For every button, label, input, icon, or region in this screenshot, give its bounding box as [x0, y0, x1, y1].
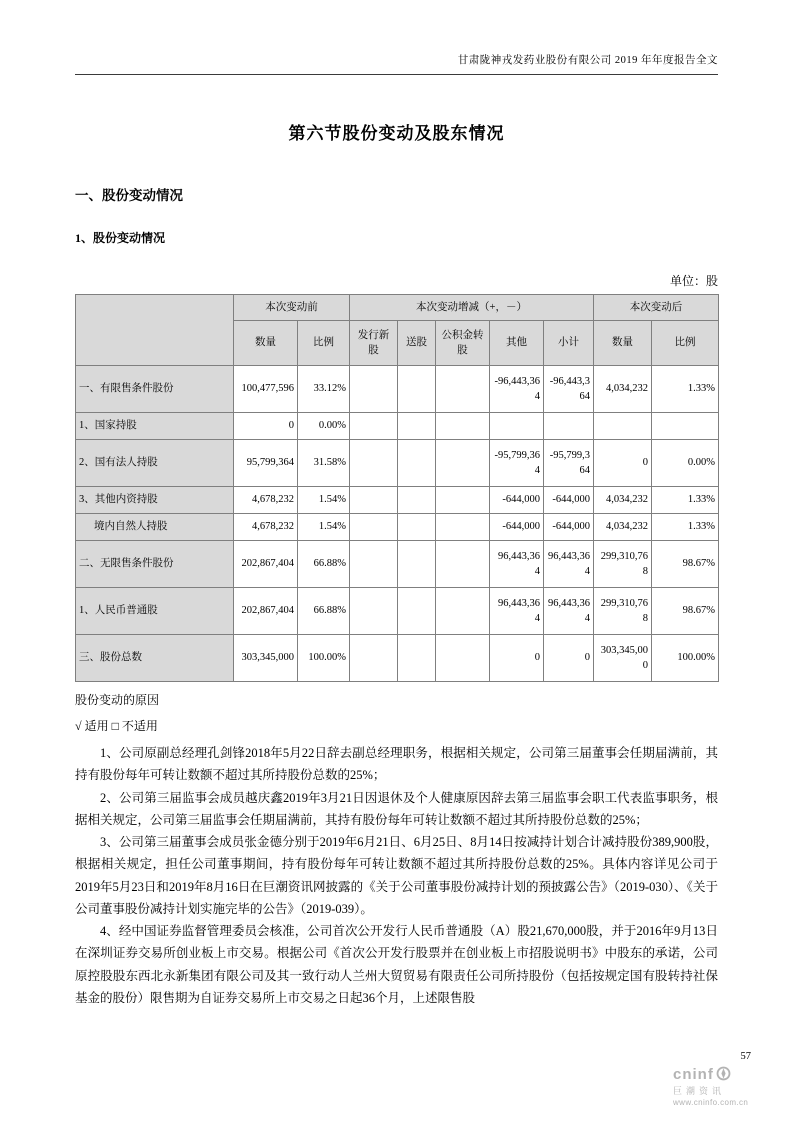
- cell: -644,000: [544, 514, 594, 541]
- reason-heading: 股份变动的原因: [75, 693, 160, 707]
- cell: [350, 541, 398, 588]
- cell: 0: [544, 635, 594, 682]
- cell: [398, 487, 436, 514]
- cninfo-compass-icon: [716, 1066, 731, 1086]
- cninfo-logo-name: 巨潮资讯: [673, 1086, 726, 1097]
- cell: [398, 440, 436, 487]
- row-label: 1、人民币普通股: [76, 588, 234, 635]
- row-label: 三、股份总数: [76, 635, 234, 682]
- cell: [350, 487, 398, 514]
- cell: [398, 366, 436, 413]
- row-label: 1、国家持股: [76, 413, 234, 440]
- cell: 96,443,364: [490, 541, 544, 588]
- cell: 96,443,364: [544, 588, 594, 635]
- applicability-line: √ 适用 □ 不适用: [75, 719, 158, 733]
- col-ratio-after: 比例: [652, 321, 719, 366]
- cell: [436, 440, 490, 487]
- row-label: 2、国有法人持股: [76, 440, 234, 487]
- cell: -644,000: [544, 487, 594, 514]
- col-qty-before: 数量: [234, 321, 298, 366]
- cell: [594, 413, 652, 440]
- cell: -96,443,364: [544, 366, 594, 413]
- col-group-before: 本次变动前: [234, 295, 350, 321]
- cell: 0: [594, 440, 652, 487]
- cell: 95,799,364: [234, 440, 298, 487]
- cell: [350, 635, 398, 682]
- cell: 303,345,000: [234, 635, 298, 682]
- cell: [436, 413, 490, 440]
- col-group-change: 本次变动增减（+，－）: [350, 295, 594, 321]
- cell: [436, 541, 490, 588]
- cell: 1.33%: [652, 366, 719, 413]
- cell: 96,443,364: [490, 588, 544, 635]
- cell: [490, 413, 544, 440]
- cell: 4,034,232: [594, 514, 652, 541]
- table-row: [76, 366, 719, 413]
- cninfo-logo-url: www.cninfo.com.cn: [673, 1098, 749, 1108]
- col-bonus-shares: 送股: [398, 321, 436, 366]
- cell: 4,034,232: [594, 487, 652, 514]
- cell: [398, 635, 436, 682]
- paragraph: 2、公司第三届监事会成员越庆鑫2019年3月21日因退休及个人健康原因辞去第三届监事会职工代表监事职务，根据相关规定，公司第三届监事会任期届满前，其持有股份每年可转让数额不超过其所持股份总数的25%；: [75, 790, 718, 827]
- cell: 98.67%: [652, 541, 719, 588]
- cell: 66.88%: [298, 541, 350, 588]
- col-subtotal: 小计: [544, 321, 594, 366]
- cell: [398, 541, 436, 588]
- cell: 4,678,232: [234, 514, 298, 541]
- table-corner-cell: [76, 295, 234, 366]
- cell: 100.00%: [298, 635, 350, 682]
- table-header-row-1: [76, 295, 719, 321]
- cell: 1.54%: [298, 487, 350, 514]
- cell: -95,799,364: [544, 440, 594, 487]
- cell: 202,867,404: [234, 588, 298, 635]
- table-row: [76, 541, 719, 588]
- row-label: 3、其他内资持股: [76, 487, 234, 514]
- cninfo-logo: [673, 1066, 777, 1108]
- cell: 0.00%: [298, 413, 350, 440]
- cell: 303,345,000: [594, 635, 652, 682]
- table-row: [76, 588, 719, 635]
- col-other: 其他: [490, 321, 544, 366]
- cell: [436, 366, 490, 413]
- cell: 0.00%: [652, 440, 719, 487]
- reason-paragraphs: [75, 742, 718, 1009]
- cell: 1.33%: [652, 487, 719, 514]
- cell: 31.58%: [298, 440, 350, 487]
- table-row: [76, 487, 719, 514]
- cell: [436, 487, 490, 514]
- cell: 96,443,364: [544, 541, 594, 588]
- table-row: [76, 440, 719, 487]
- cell: -96,443,364: [490, 366, 544, 413]
- section-heading: 一、股份变动情况: [75, 188, 183, 203]
- table-row: [76, 635, 719, 682]
- cell: 100,477,596: [234, 366, 298, 413]
- report-header: 甘肃陇神戎发药业股份有限公司 2019 年年度报告全文: [75, 52, 718, 75]
- cell: [544, 413, 594, 440]
- cell: [350, 366, 398, 413]
- row-label: 境内自然人持股: [76, 514, 234, 541]
- cell: [350, 440, 398, 487]
- page-number: 57: [740, 1051, 751, 1062]
- cell: [436, 588, 490, 635]
- cell: 1.54%: [298, 514, 350, 541]
- paragraph: 4、经中国证券监督管理委员会核准，公司首次公开发行人民币普通股（A）股21,670,000股，并于2016年9月13日在深圳证券交易所创业板上市交易。根据公司《首次公开发行股票并在创业板上市招股说明书》中股东的承诺，公司原控股股东西北永新集团有限公司及其一致行动人兰州大贸贸易有限责任公司所持股份（包括按规定国有股转持社保基金的股份）限售期为自证券交易所上市交易之日起36个月，上述限售股: [75, 924, 718, 1005]
- cell: 202,867,404: [234, 541, 298, 588]
- cell: 0: [490, 635, 544, 682]
- col-group-after: 本次变动后: [594, 295, 719, 321]
- cell: [398, 588, 436, 635]
- unit-label: 单位：股: [669, 274, 718, 288]
- cell: [350, 588, 398, 635]
- cell: 0: [234, 413, 298, 440]
- cell: [398, 514, 436, 541]
- cell: -644,000: [490, 514, 544, 541]
- page-title: 第六节股份变动及股东情况: [288, 124, 505, 143]
- table-row: [76, 514, 719, 541]
- cell: 66.88%: [298, 588, 350, 635]
- cell: 299,310,768: [594, 541, 652, 588]
- col-ratio-before: 比例: [298, 321, 350, 366]
- cell: [436, 635, 490, 682]
- cell: 33.12%: [298, 366, 350, 413]
- cell: 4,678,232: [234, 487, 298, 514]
- cell: -644,000: [490, 487, 544, 514]
- cell: [652, 413, 719, 440]
- cell: [398, 413, 436, 440]
- cell: 1.33%: [652, 514, 719, 541]
- cell: -95,799,364: [490, 440, 544, 487]
- cell: [350, 413, 398, 440]
- share-change-table: [75, 294, 719, 682]
- row-label: 二、无限售条件股份: [76, 541, 234, 588]
- table-row: [76, 413, 719, 440]
- cell: [436, 514, 490, 541]
- cell: 100.00%: [652, 635, 719, 682]
- cell: 4,034,232: [594, 366, 652, 413]
- col-qty-after: 数量: [594, 321, 652, 366]
- paragraph: 3、公司第三届董事会成员张金德分别于2019年6月21日、6月25日、8月14日按减持计划合计减持股份389,900股，根据相关规定，担任公司董事期间，持有股份每年可转让数额不超过其所持股份总数的25%。具体内容详见公司于2019年5月23日和2019年8月16日在巨潮资讯网披露的《关于公司董事股份减持计划的预披露公告》（2019-030）、《关于公司董事股份减持计划实施完毕的公告》（2019-039）。: [75, 835, 718, 916]
- paragraph: 1、公司原副总经理孔剑锋2018年5月22日辞去副总经理职务，根据相关规定，公司第三届董事会任期届满前，其持有股份每年可转让数额不超过其所持股份总数的25%；: [75, 746, 718, 783]
- cell: [350, 514, 398, 541]
- col-reserve-to-shares: 公积金转股: [436, 321, 490, 366]
- cell: 299,310,768: [594, 588, 652, 635]
- cell: 98.67%: [652, 588, 719, 635]
- col-new-shares: 发行新股: [350, 321, 398, 366]
- cninfo-logo-brand: cninf: [673, 1066, 714, 1084]
- subsection-heading: 1、股份变动情况: [75, 231, 166, 245]
- row-label: 一、有限售条件股份: [76, 366, 234, 413]
